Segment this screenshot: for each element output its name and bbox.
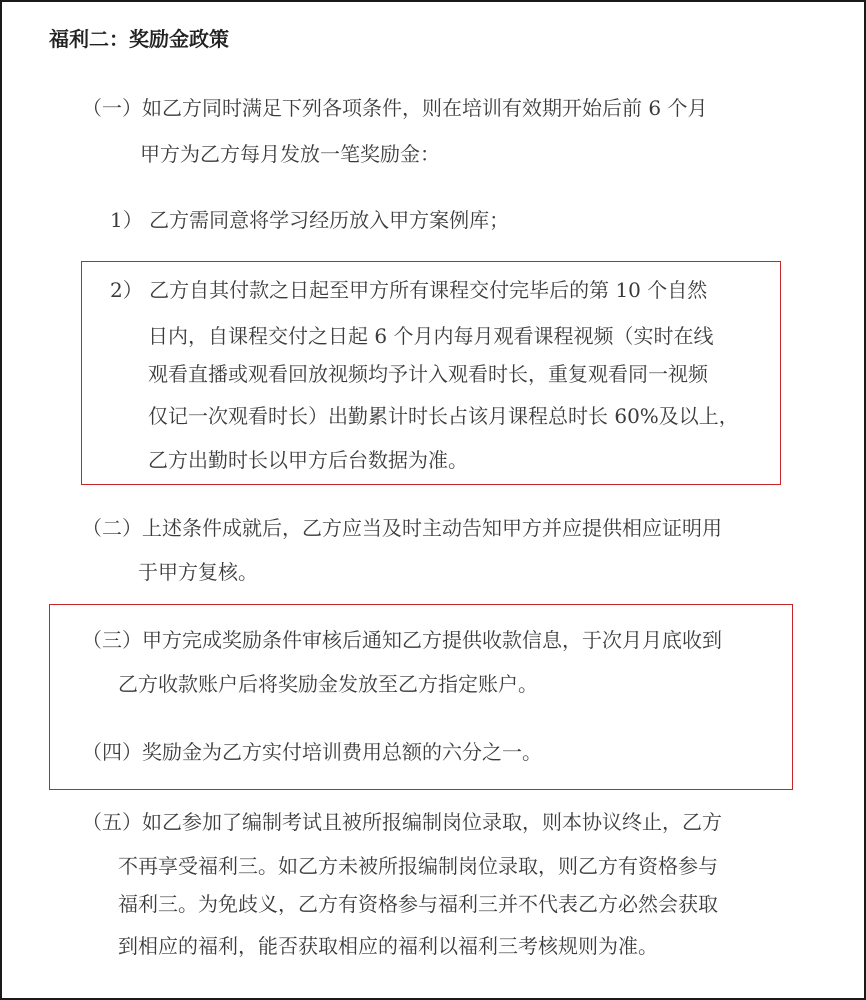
section5-line-2: 不再享受福利三。如乙方未被所报编制岗位录取，则乙方有资格参与 [118, 854, 718, 878]
section3-line-1: （三）甲方完成奖励条件审核后通知乙方提供收款信息，于次月月底收到 [82, 628, 722, 652]
section1-item2-line-5: 乙方出勤时长以甲方后台数据为准。 [148, 448, 468, 472]
section4-line-1: （四）奖励金为乙方实付培训费用总额的六分之一。 [82, 740, 542, 764]
page-title: 福利二：奖励金政策 [49, 27, 229, 51]
section1-item2-line-4: 仅记一次观看时长）出勤累计时长占该月课程总时长 60%及以上， [148, 404, 739, 428]
section1-item2-line-1: 2） 乙方自其付款之日起至甲方所有课程交付完毕后的第 10 个自然 [110, 278, 708, 302]
section2-line-2: 于甲方复核。 [138, 560, 258, 584]
section1-item1: 1） 乙方需同意将学习经历放入甲方案例库； [110, 208, 510, 232]
section1-line-2: 甲方为乙方每月发放一笔奖励金： [140, 142, 440, 166]
section5-line-3: 福利三。为免歧义，乙方有资格参与福利三并不代表乙方必然会获取 [118, 892, 718, 916]
section3-line-2: 乙方收款账户后将奖励金发放至乙方指定账户。 [118, 672, 538, 696]
section1-item2-line-3: 观看直播或观看回放视频均予计入观看时长，重复观看同一视频 [148, 362, 708, 386]
section1-line-1: （一）如乙方同时满足下列各项条件，则在培训有效期开始后前 6 个月 [82, 96, 708, 120]
section1-item2-line-2: 日内，自课程交付之日起 6 个月内每月观看课程视频（实时在线 [148, 324, 714, 348]
section2-line-1: （二）上述条件成就后，乙方应当及时主动告知甲方并应提供相应证明用 [82, 516, 722, 540]
section5-line-4: 到相应的福利，能否获取相应的福利以福利三考核规则为准。 [118, 934, 658, 958]
section5-line-1: （五）如乙参加了编制考试且被所报编制岗位录取，则本协议终止，乙方 [82, 810, 722, 834]
